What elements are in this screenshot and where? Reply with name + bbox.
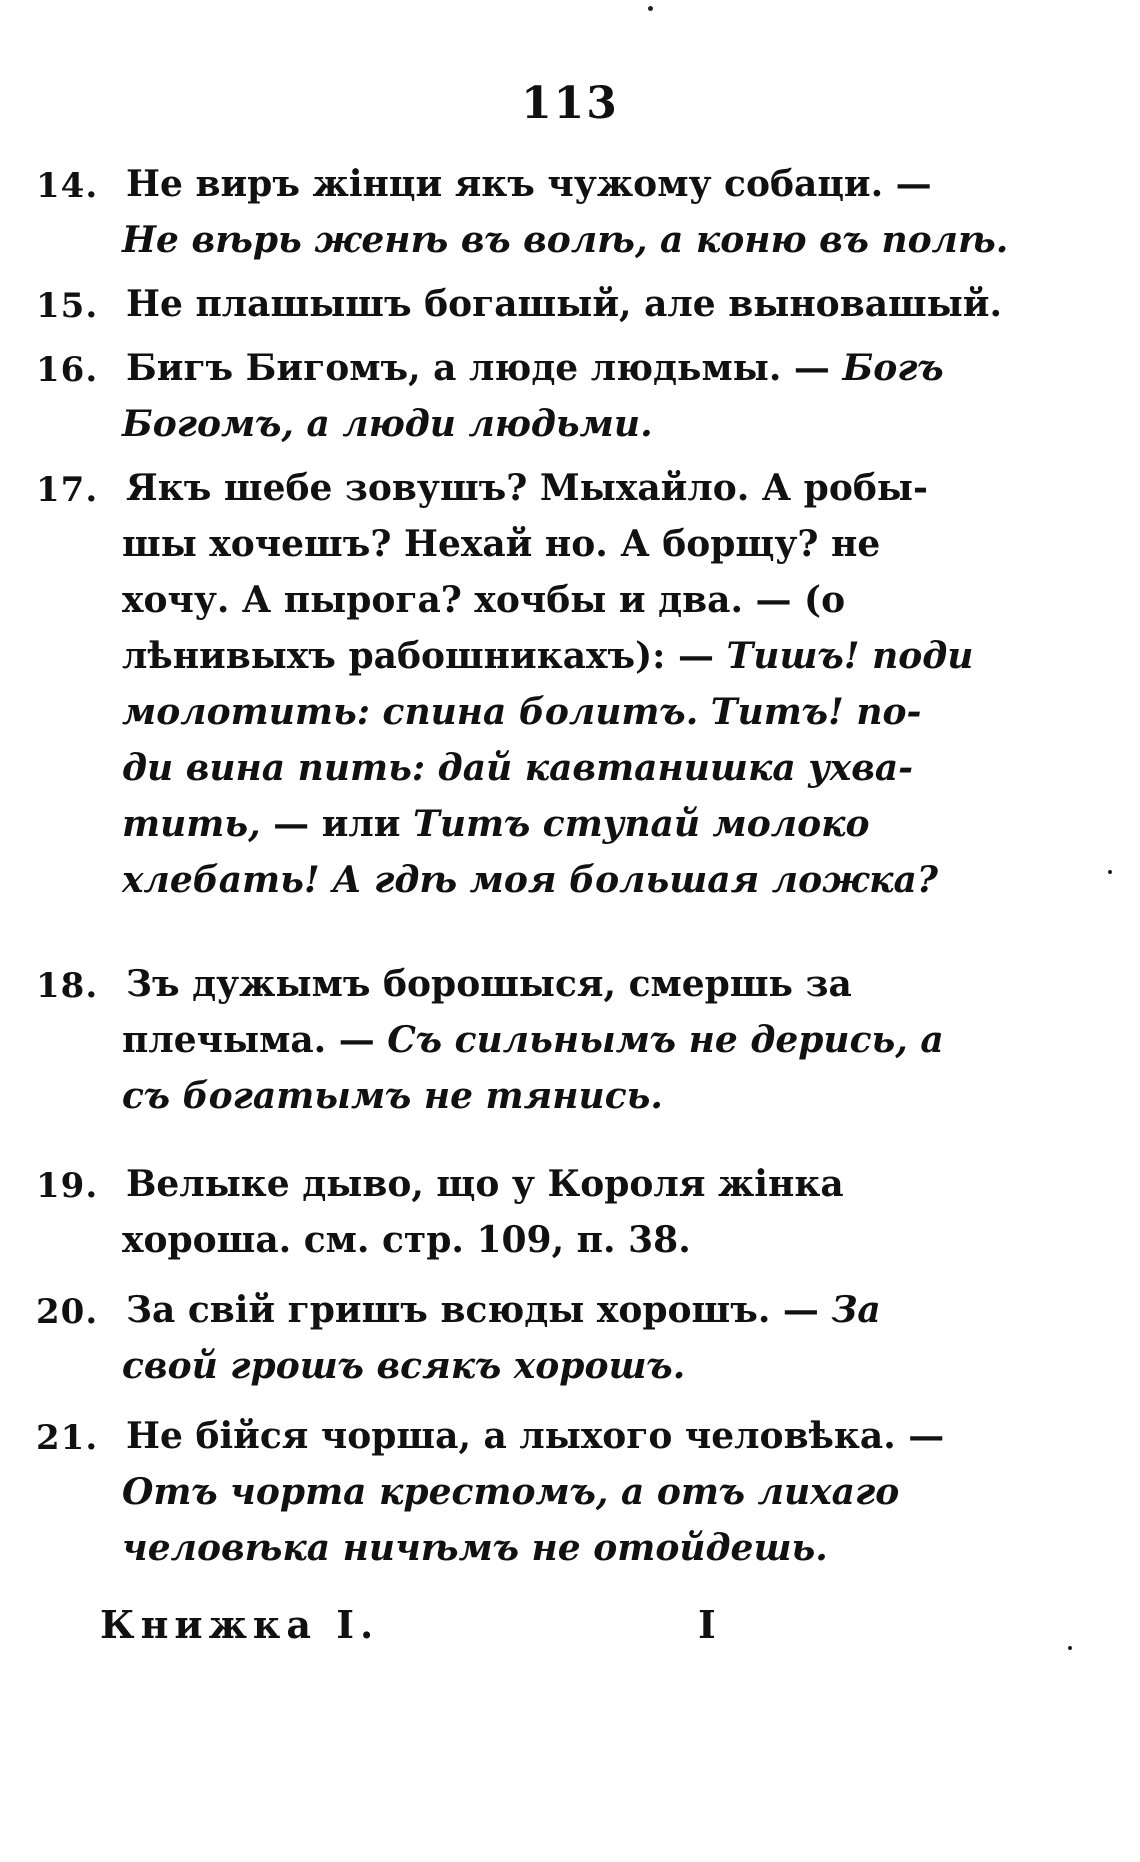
- ink-speck: [648, 6, 653, 11]
- ukrainian-proverb-text: плечыма. —: [122, 1019, 388, 1061]
- ukrainian-proverb-text: Бигъ Бигомъ, а люде людьмы. —: [126, 347, 843, 389]
- proverb-line: [126, 1162, 844, 1207]
- proverb-line: [126, 962, 852, 1007]
- entry-number: 20.: [36, 1292, 99, 1332]
- russian-translation-text: ди вина пить: дай кавтанишка ухва-: [122, 747, 914, 789]
- ukrainian-proverb-text: Якъ шебе зовушъ? Мыхайло. А робы-: [126, 467, 928, 509]
- entry-number: 16.: [36, 350, 99, 390]
- proverb-line: [122, 1344, 685, 1389]
- proverb-line: [126, 346, 944, 391]
- russian-translation-text: свой грошъ всякъ хорошъ.: [122, 1345, 686, 1387]
- ink-speck: [1108, 870, 1112, 874]
- entry-number: 14.: [36, 166, 99, 206]
- russian-translation-text: Съ сильнымъ не дерись, а: [387, 1019, 944, 1061]
- proverb-line: [126, 282, 1002, 327]
- russian-translation-text: хлебать! А гдѣ моя большая ложка?: [122, 859, 938, 901]
- russian-translation-text: съ богатымъ не тянись.: [122, 1075, 663, 1117]
- proverb-line: [122, 802, 870, 847]
- entry-number: 15.: [36, 286, 99, 326]
- ukrainian-proverb-text: Не бійся чорша, а лыхого человѣка. —: [126, 1415, 945, 1457]
- proverb-line: [126, 1414, 944, 1459]
- ink-speck: [1068, 1646, 1072, 1650]
- proverb-line: [122, 634, 973, 679]
- proverb-line: [122, 1074, 663, 1119]
- proverb-line: [122, 1526, 828, 1571]
- ukrainian-proverb-text: За свій гришъ всюды хорошъ. —: [126, 1289, 832, 1331]
- proverb-line: [122, 1470, 899, 1515]
- proverb-line: [126, 162, 932, 207]
- footer-signature-mark: I: [698, 1602, 716, 1647]
- entry-number: 18.: [36, 966, 99, 1006]
- ukrainian-proverb-text: Зъ дужымъ борошыся, смершь за: [126, 963, 852, 1005]
- russian-translation-text: Титъ ступай молоко: [413, 803, 870, 845]
- proverb-line: [126, 1288, 881, 1333]
- entry-number: 17.: [36, 470, 99, 510]
- ukrainian-proverb-text: лѣнивыхъ рабошникахъ): —: [122, 635, 727, 677]
- ukrainian-proverb-text: хочу. А пырога? хочбы и два. — (о: [122, 579, 846, 621]
- proverb-line: [122, 522, 880, 567]
- proverb-line: [122, 690, 921, 735]
- proverb-line: [122, 578, 845, 623]
- russian-translation-text: Богомъ, а люди людьми.: [122, 403, 653, 445]
- proverb-line: [122, 746, 913, 791]
- russian-translation-text: молотить: спина болитъ. Титъ! по-: [122, 691, 922, 733]
- proverb-line: [122, 402, 653, 447]
- ukrainian-proverb-text: шы хочешъ? Нехай но. А борщу? не: [122, 523, 881, 565]
- ukrainian-proverb-text: хороша. см. стр. 109, п. 38.: [122, 1219, 691, 1261]
- russian-translation-text: человѣка ничѣмъ не отойдешь.: [122, 1527, 828, 1569]
- russian-translation-text: Тишъ! поди: [726, 635, 974, 677]
- ukrainian-proverb-text: — или: [273, 803, 414, 845]
- footer-book-title: Книжка I.: [100, 1602, 380, 1647]
- proverb-line: [122, 218, 1008, 263]
- russian-translation-text: Не вѣрь женѣ въ волѣ, а коню въ полѣ.: [122, 219, 1009, 261]
- russian-translation-text: Богъ: [842, 347, 944, 389]
- proverb-line: [122, 1018, 944, 1063]
- entry-number: 19.: [36, 1166, 99, 1206]
- ukrainian-proverb-text: Не виръ жінци якъ чужому собаци. —: [126, 163, 932, 205]
- russian-translation-text: За: [831, 1289, 881, 1331]
- proverb-line: [122, 858, 938, 903]
- ukrainian-proverb-text: Не плашышъ богашый, але выновашый.: [126, 283, 1003, 325]
- ukrainian-proverb-text: Велыке дыво, що у Короля жінка: [126, 1163, 844, 1205]
- page-number: 113: [521, 78, 619, 129]
- russian-translation-text: тить,: [122, 803, 274, 845]
- entry-number: 21.: [36, 1418, 99, 1458]
- russian-translation-text: Отъ чорта крестомъ, а отъ лихаго: [122, 1471, 900, 1513]
- proverb-line: [126, 466, 928, 511]
- proverb-line: [122, 1218, 691, 1263]
